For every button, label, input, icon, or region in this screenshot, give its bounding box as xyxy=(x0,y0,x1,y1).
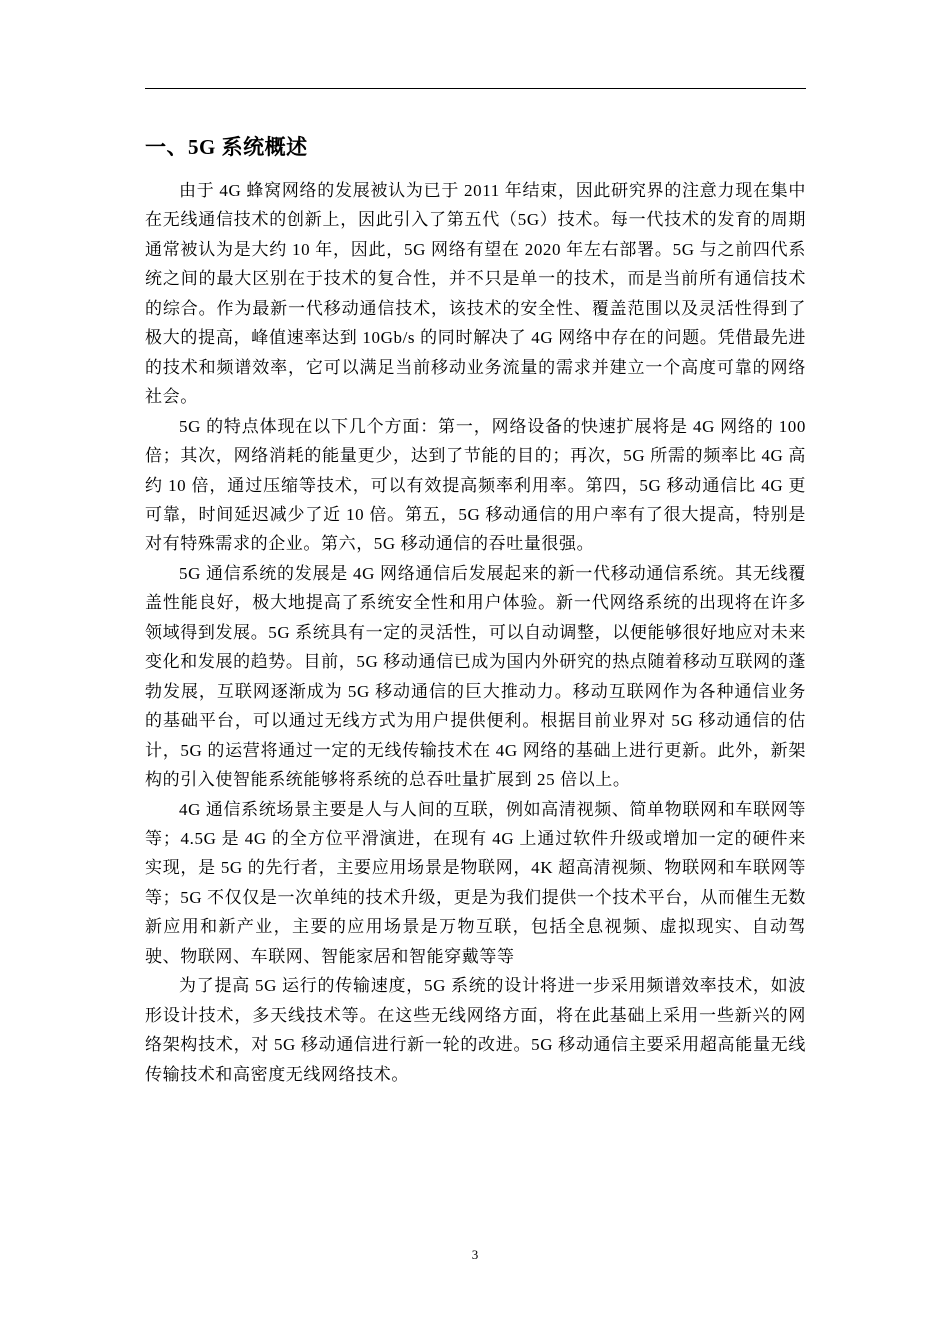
body-text xyxy=(145,176,806,1089)
header-rule xyxy=(145,88,806,89)
paragraph-1: 由于 4G 蜂窝网络的发展被认为已于 2011 年结束，因此研究界的注意力现在集中在无线通信技术的创新上，因此引入了第五代（5G）技术。每一代技术的发育的周期通常被认为是大约 10 年，因此，5G 网络有望在 2020 年左右部署。5G 与之前四代系统之间的最大区别在于技术的复合性，并不只是单一的技术，而是当前所有通信技术的综合。作为最新一代移动通信技术，该技术的安全性、覆盖范围以及灵活性得到了极大的提高，峰值速率达到 10Gb/s 的同时解决了 4G 网络中存在的问题。凭借最先进的技术和频谱效率，它可以满足当前移动业务流量的需求并建立一个高度可靠的网络社会。 xyxy=(145,181,806,407)
section-title: 一、5G 系统概述 xyxy=(145,135,308,159)
paragraph-3: 5G 通信系统的发展是 4G 网络通信后发展起来的新一代移动通信系统。其无线覆盖性能良好，极大地提高了系统安全性和用户体验。新一代网络系统的出现将在许多领域得到发展。5G 系统具有一定的灵活性，可以自动调整，以便能够很好地应对未来变化和发展的趋势。目前，5G 移动通信已成为国内外研究的热点随着移动互联网的蓬勃发展，互联网逐渐成为 5G 移动通信的巨大推动力。移动互联网作为各种通信业务的基础平台，可以通过无线方式为用户提供便利。根据目前业界对 5G 移动通信的估计，5G 的运营将通过一定的无线传输技术在 4G 网络的基础上进行更新。此外，新架构的引入使智能系统能够将系统的总吞吐量扩展到 25 倍以上。 xyxy=(145,563,806,790)
paragraph-5: 为了提高 5G 运行的传输速度，5G 系统的设计将进一步采用频谱效率技术，如波形设计技术，多天线技术等。在这些无线网络方面，将在此基础上采用一些新兴的网络架构技术，对 5G 移动通信进行新一轮的改进。5G 移动通信主要采用超高能量无线传输技术和高密度无线网络技术。 xyxy=(145,976,806,1084)
paragraph-2: 5G 的特点体现在以下几个方面：第一，网络设备的快速扩展将是 4G 网络的 100 倍；其次，网络消耗的能量更少，达到了节能的目的；再次，5G 所需的频率比 4G 高约 10 倍，通过压缩等技术，可以有效提高频率利用率。第四，5G 移动通信比 4G 更可靠，时间延迟减少了近 10 倍。第五，5G 移动通信的用户率有了很大提高，特别是对有特殊需求的企业。第六，5G 移动通信的吞吐量很强。 xyxy=(145,416,806,554)
paragraph-4: 4G 通信系统场景主要是人与人间的互联，例如高清视频、简单物联网和车联网等等；4.5G 是 4G 的全方位平滑演进，在现有 4G 上通过软件升级或增加一定的硬件来实现，是 5G 的先行者，主要应用场景是物联网，4K 超高清视频、物联网和车联网等等；5G 不仅仅是一次单纯的技术升级，更是为我们提供一个技术平台，从而催生无数新应用和新产业，主要的应用场景是万物互联，包括全息视频、虚拟现实、自动驾驶、物联网、车联网、智能家居和智能穿戴等等 xyxy=(145,799,806,966)
page-number: 3 xyxy=(471,1247,479,1262)
